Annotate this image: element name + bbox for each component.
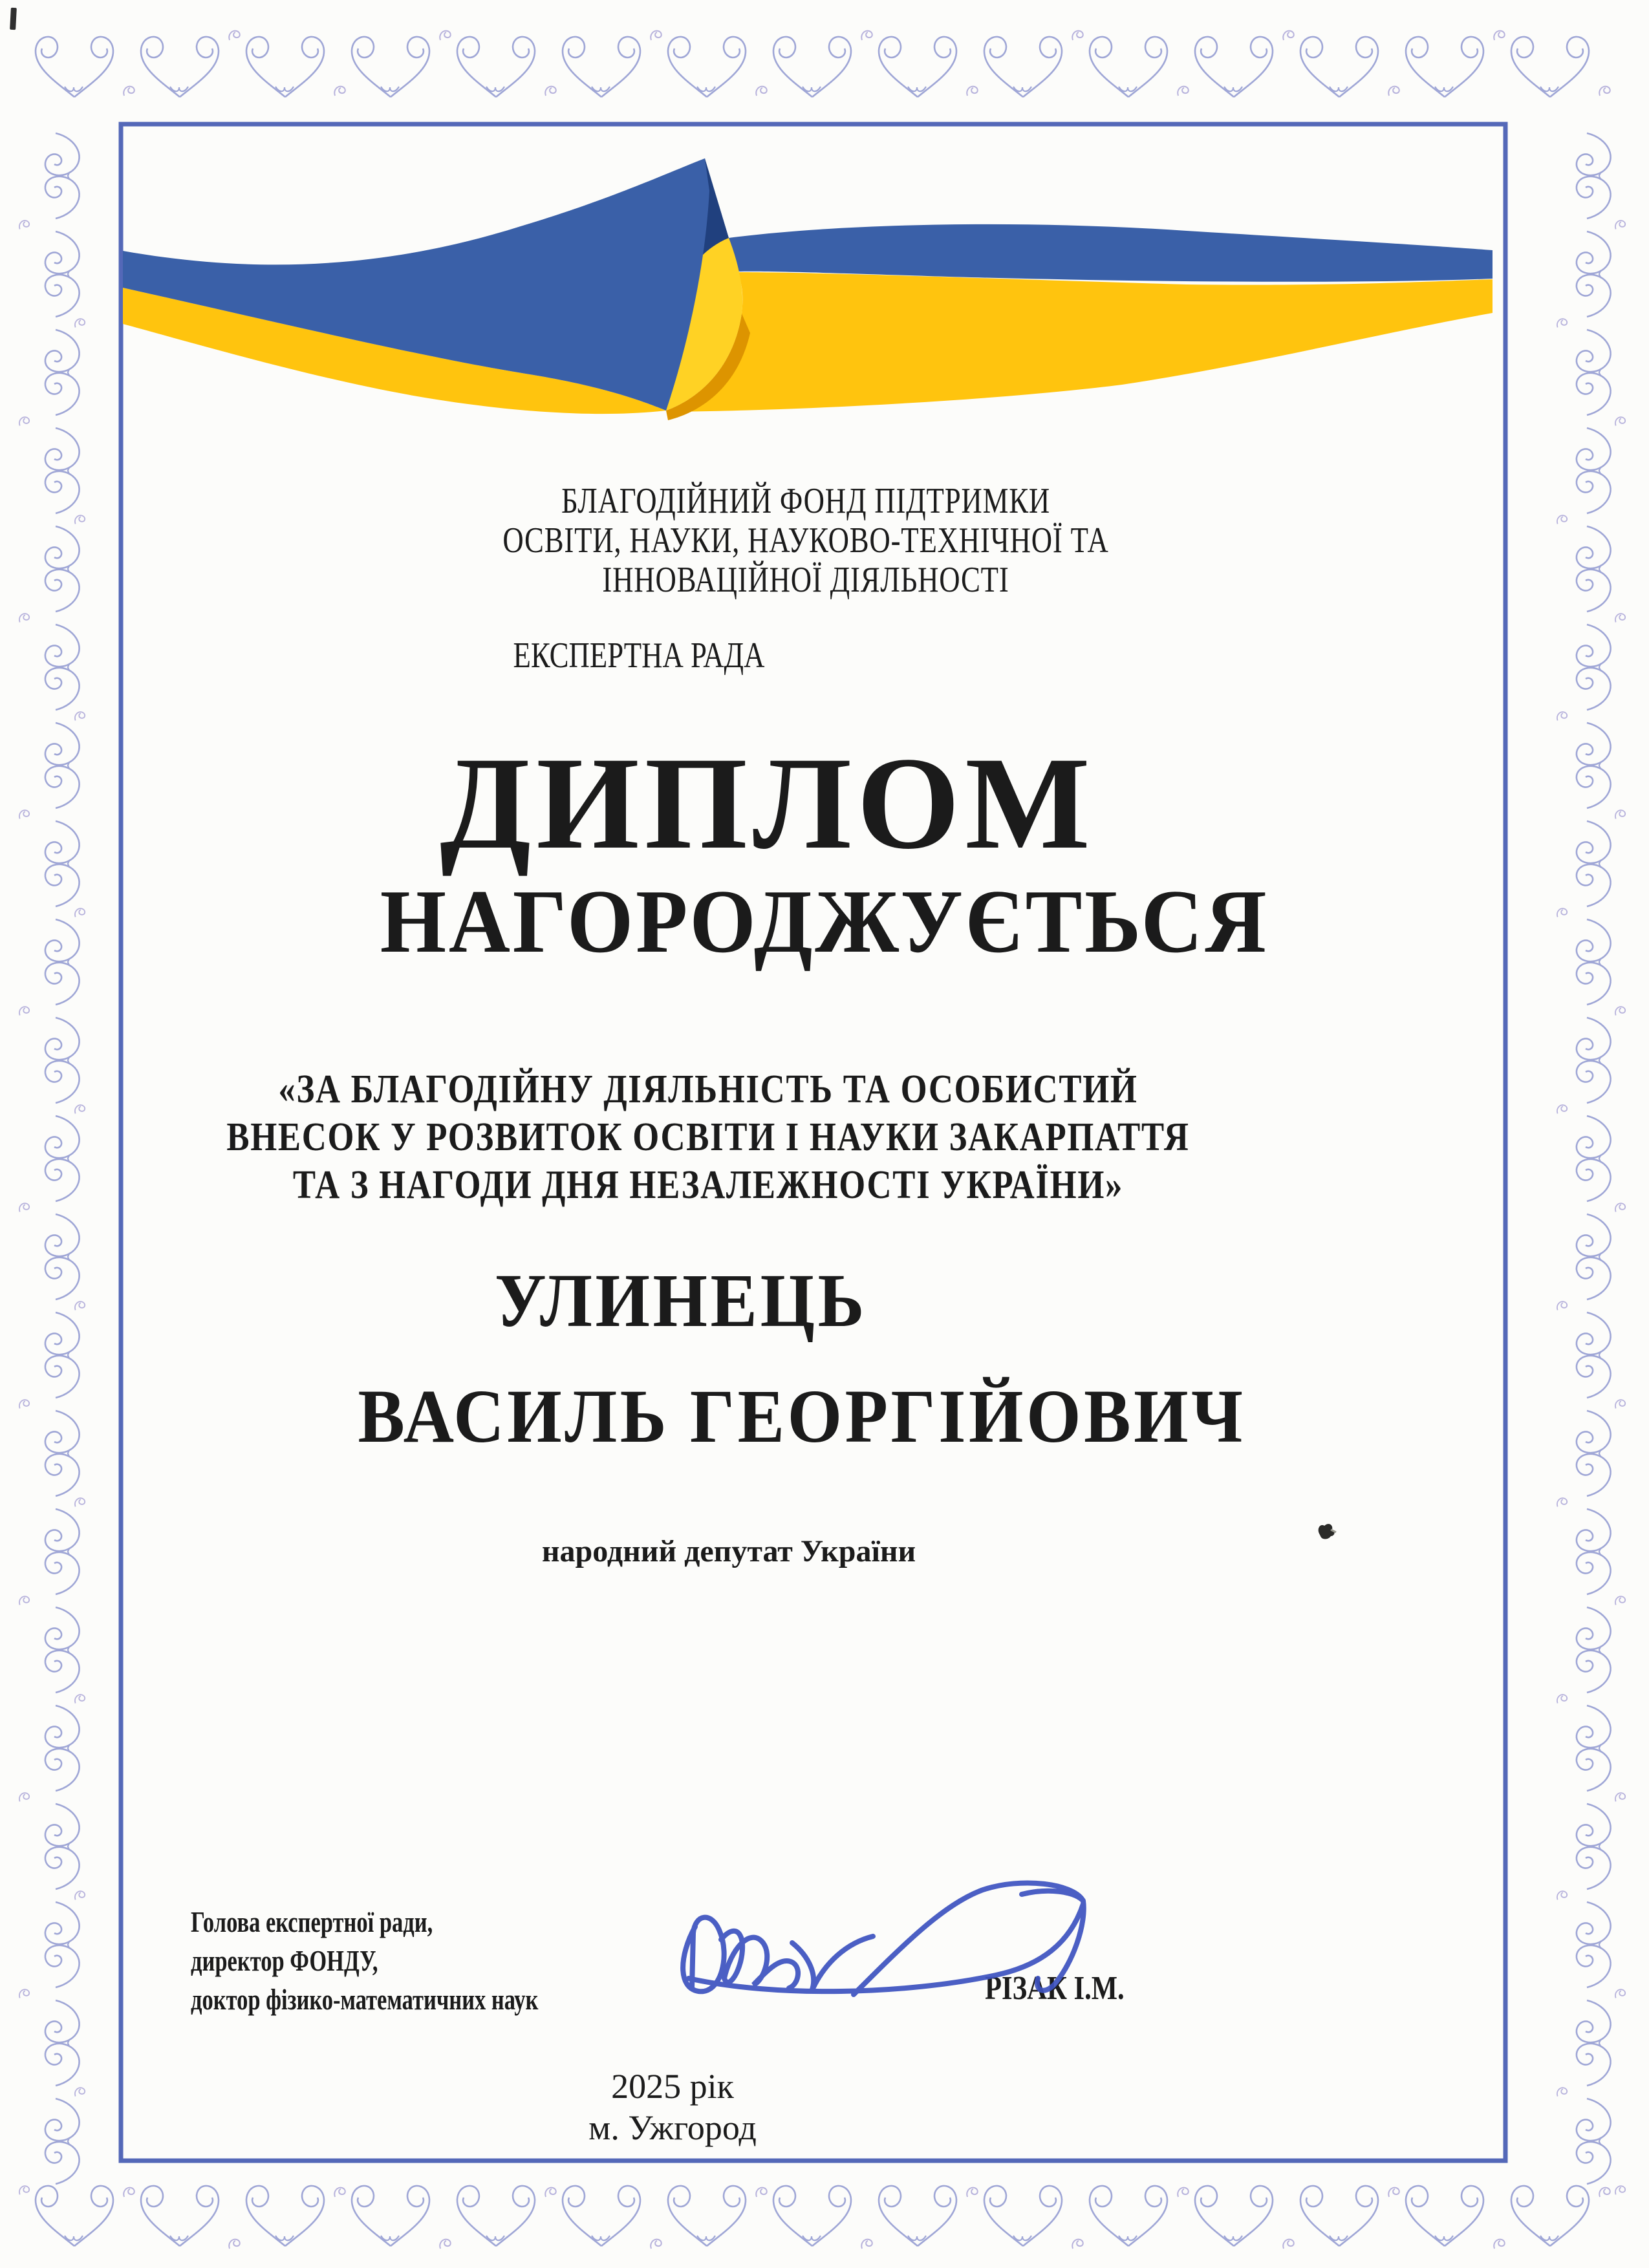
border-motif [1577, 723, 1611, 808]
border-motif [1615, 1596, 1625, 1605]
border-motif [45, 919, 80, 1005]
border-motif [1577, 1706, 1611, 1791]
recipient-surname: УЛИНЕЦЬ [495, 1258, 867, 1343]
border-motif [1577, 133, 1611, 219]
border-motif [19, 1007, 29, 1015]
border-motif [75, 2088, 85, 2096]
border-motif [36, 37, 113, 97]
footer-city: м. Ужгород [588, 2108, 757, 2147]
border-motif [457, 2186, 535, 2246]
border-motif [1300, 2186, 1378, 2246]
border-motif [141, 37, 219, 97]
border-motif [45, 625, 80, 710]
border-motif [45, 1902, 80, 1987]
border-motif [1195, 37, 1273, 97]
border-motif [1615, 1989, 1625, 1998]
border-motif [1615, 1203, 1625, 1212]
border-motif [1283, 31, 1293, 40]
footer-year: 2025 рік [611, 2067, 734, 2106]
signer-title-line1: Голова експертної ради, [191, 1905, 433, 1938]
border-motif [45, 1607, 80, 1693]
diploma-title: ДИПЛОМ [440, 730, 1095, 877]
border-motif [1577, 1214, 1611, 1300]
border-motif [1615, 614, 1625, 622]
border-motif [984, 37, 1062, 97]
recipient-role: народний депутат України [541, 1534, 916, 1568]
signer-title-line2: директор ФОНДУ, [191, 1944, 378, 1977]
border-motif [756, 2188, 766, 2197]
border-motif [1300, 37, 1378, 97]
citation-line2: ВНЕСОК У РОЗВИТОК ОСВІТИ І НАУКИ ЗАКАРПАТТЯ [226, 1115, 1190, 1159]
border-motif [861, 31, 872, 40]
border-motif [1557, 908, 1567, 917]
border-motif [334, 87, 345, 96]
border-motif [1388, 87, 1399, 96]
border-motif [19, 1596, 29, 1605]
border-motif [334, 2188, 345, 2197]
border-motif [75, 515, 85, 524]
border-motif [1577, 1607, 1611, 1693]
border-motif [879, 2186, 956, 2246]
scan-artifact-dash [10, 8, 17, 30]
border-motif [45, 1804, 80, 1889]
border-motif [45, 821, 80, 906]
border-motif [45, 526, 80, 612]
border-motif [1577, 2000, 1611, 2086]
signer-title-line3: доктор фізико-математичних наук [191, 1983, 539, 2016]
border-motif [651, 31, 661, 40]
border-motif [967, 2188, 977, 2197]
border-motif [1577, 1116, 1611, 1201]
border-motif [1615, 1793, 1625, 1801]
signature-ink [660, 1865, 1112, 2020]
border-motif [756, 87, 766, 96]
border-motif [440, 31, 450, 40]
border-motif [1577, 526, 1611, 612]
border-motif [45, 1706, 80, 1791]
border-motif [229, 2240, 239, 2249]
ribbon-right-blue [729, 224, 1493, 282]
border-motif [668, 37, 746, 97]
border-motif [1557, 1498, 1567, 1506]
border-motif [1615, 1007, 1625, 1015]
border-motif [1494, 31, 1504, 40]
organization-line2: ОСВІТИ, НАУКИ, НАУКОВО-ТЕХНІЧНОЇ ТА [502, 520, 1109, 561]
border-motif [1072, 31, 1083, 40]
border-motif [1283, 2240, 1293, 2249]
fly-speck-artifact [1314, 1521, 1337, 1541]
signer-name: РІЗАК І.М. [985, 1970, 1125, 2007]
border-motif [36, 2186, 113, 2246]
border-motif [352, 37, 429, 97]
signer-titles [191, 1903, 654, 2019]
border-motif [1615, 1400, 1625, 1408]
border-motif [1557, 515, 1567, 524]
border-motif [1511, 37, 1589, 97]
border-motif [1511, 2186, 1589, 2246]
border-motif [1615, 417, 1625, 425]
border-motif [1557, 1891, 1567, 1899]
border-motif [1615, 810, 1625, 818]
border-motif [75, 1498, 85, 1506]
border-motif [124, 2188, 134, 2197]
border-motif [45, 1509, 80, 1594]
border-motif [19, 1989, 29, 1998]
border-motif [1557, 2088, 1567, 2096]
border-motif [19, 1203, 29, 1212]
border-motif [45, 2099, 80, 2184]
citation-block [61, 1065, 1355, 1209]
border-motif [19, 614, 29, 622]
border-motif [19, 2186, 29, 2194]
border-motif [19, 1400, 29, 1408]
council-heading: ЕКСПЕРТНА РАДА [513, 636, 765, 676]
border-motif [861, 2240, 872, 2249]
border-motif [1577, 821, 1611, 906]
border-motif [1557, 319, 1567, 327]
border-motif [1599, 2188, 1610, 2197]
border-motif [1494, 2240, 1504, 2249]
ukraine-ribbon [120, 152, 1497, 456]
border-motif [563, 2186, 640, 2246]
border-motif [1178, 87, 1188, 96]
organization-line3: ІННОВАЦІЙНОЇ ДІЯЛЬНОСТІ [602, 560, 1009, 600]
border-motif [45, 133, 80, 219]
recipient-name: ВАСИЛЬ ГЕОРГІЙОВИЧ [358, 1374, 1246, 1459]
border-motif [45, 428, 80, 513]
border-motif [967, 87, 977, 96]
border-motif [1615, 2186, 1625, 2194]
border-motif [1090, 37, 1167, 97]
border-motif [75, 712, 85, 720]
border-motif [1557, 712, 1567, 720]
border-motif [1195, 2186, 1273, 2246]
border-motif [75, 1695, 85, 1703]
border-motif [773, 37, 851, 97]
border-motif [545, 87, 555, 96]
border-motif [1577, 428, 1611, 513]
border-motif [1577, 1804, 1611, 1889]
border-motif [1577, 1018, 1611, 1103]
border-motif [1577, 231, 1611, 317]
border-motif [352, 2186, 429, 2246]
border-motif [1577, 330, 1611, 415]
border-motif [1577, 2099, 1611, 2184]
border-motif [457, 37, 535, 97]
border-motif [1388, 2188, 1399, 2197]
border-motif [1557, 1301, 1567, 1310]
organization-title [256, 482, 1355, 600]
border-motif [1577, 1411, 1611, 1496]
border-motif [1557, 1695, 1567, 1703]
border-motif [1577, 1509, 1611, 1594]
border-motif [879, 37, 956, 97]
border-motif [1072, 2240, 1083, 2249]
border-motif [1406, 37, 1483, 97]
border-motif [75, 908, 85, 917]
citation-line1: «ЗА БЛАГОДІЙНУ ДІЯЛЬНІСТЬ ТА ОСОБИСТИЙ [278, 1067, 1138, 1111]
border-motif [773, 2186, 851, 2246]
border-motif [75, 319, 85, 327]
border-motif [45, 2000, 80, 2086]
border-motif [19, 220, 29, 229]
ribbon-right-yellow [668, 272, 1493, 412]
citation-line3: ТА З НАГОДИ ДНЯ НЕЗАЛЕЖНОСТІ УКРАЇНИ» [292, 1163, 1124, 1207]
border-motif [563, 37, 640, 97]
border-motif [668, 2186, 746, 2246]
border-motif [45, 231, 80, 317]
border-motif [545, 2188, 555, 2197]
border-motif [246, 2186, 324, 2246]
border-motif [1615, 220, 1625, 229]
border-motif [1577, 1312, 1611, 1398]
border-motif [1577, 625, 1611, 710]
border-motif [1557, 1105, 1567, 1113]
border-motif [1406, 2186, 1483, 2246]
border-motif [984, 2186, 1062, 2246]
border-motif [19, 1793, 29, 1801]
border-motif [1577, 1902, 1611, 1987]
border-motif [19, 810, 29, 818]
organization-line1: БЛАГОДІЙНИЙ ФОНД ПІДТРИМКИ [561, 481, 1051, 521]
border-motif [246, 37, 324, 97]
border-motif [1599, 87, 1610, 96]
awarded-subtitle: НАГОРОДЖУЄТЬСЯ [380, 872, 1269, 972]
border-motif [141, 2186, 219, 2246]
border-motif [440, 2240, 450, 2249]
border-motif [651, 2240, 661, 2249]
border-motif [229, 31, 239, 40]
border-motif [45, 723, 80, 808]
border-motif [19, 417, 29, 425]
border-motif [75, 1891, 85, 1899]
border-motif [1090, 2186, 1167, 2246]
border-motif [124, 87, 134, 96]
border-motif [1577, 919, 1611, 1005]
border-motif [45, 330, 80, 415]
border-motif [1178, 2188, 1188, 2197]
border-motif [45, 1411, 80, 1496]
